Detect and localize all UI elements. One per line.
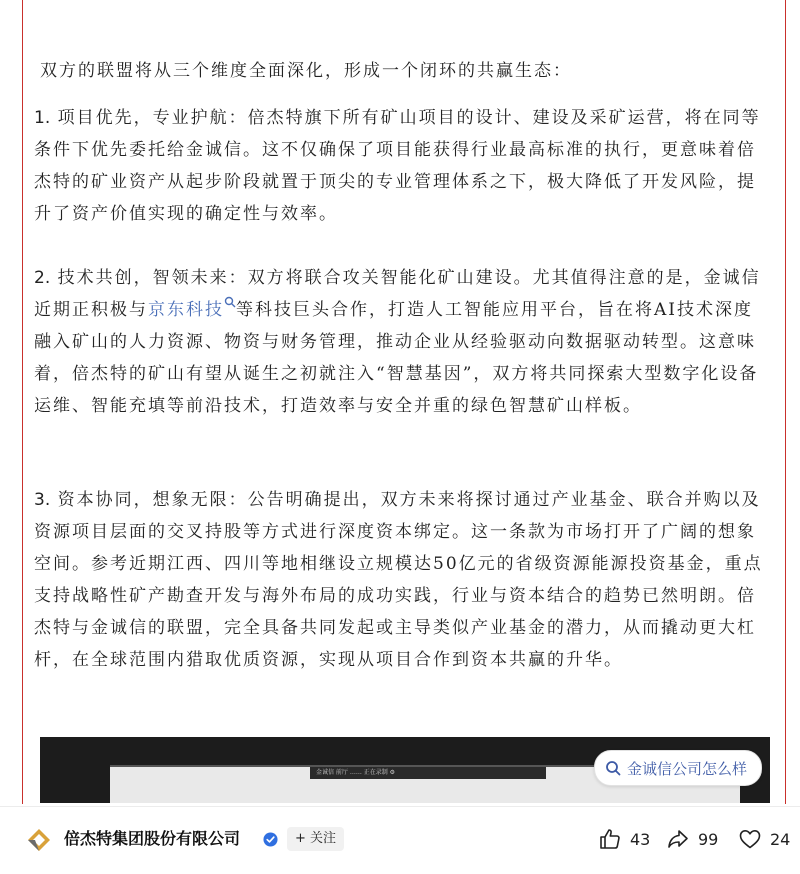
like-count: 43 — [630, 829, 651, 849]
verified-badge-icon — [263, 832, 278, 847]
list-item-2 — [34, 262, 770, 422]
share-button[interactable] — [666, 825, 718, 853]
search-icon[interactable] — [224, 296, 236, 308]
follow-button[interactable]: + 关注 — [287, 827, 344, 851]
list-number: 3. — [34, 490, 51, 510]
list-item-3 — [34, 484, 770, 676]
thumbs-up-icon — [598, 827, 622, 851]
related-search-chip[interactable] — [594, 750, 762, 786]
search-icon — [605, 760, 621, 776]
heart-icon — [738, 827, 762, 851]
company-logo-icon[interactable] — [26, 827, 52, 853]
share-icon — [666, 827, 690, 851]
like-button[interactable] — [598, 825, 650, 853]
keyword-link[interactable]: 京东科技 — [148, 300, 224, 320]
list-number: 2. — [34, 268, 51, 288]
list-text: 技术共创，智领未来：双方将联合攻关智能化矿山建设。尤其值得注意的是，金诚信近期正积极与 — [34, 268, 761, 320]
favorite-button[interactable] — [738, 825, 790, 853]
favorite-count: 24 — [770, 829, 791, 849]
list-number: 1. — [34, 108, 51, 128]
image-screen-bar: 金诚信 前厅 …… 正在录制 ⚙ — [310, 767, 546, 779]
list-item-1 — [34, 102, 770, 230]
bottom-action-bar — [0, 806, 800, 874]
article-intro: 双方的联盟将从三个维度全面深化，形成一个闭环的共赢生态： — [40, 61, 572, 81]
list-text: 项目优先，专业护航：倍杰特旗下所有矿山项目的设计、建设及采矿运营，将在同等条件下优先委托给金诚信。这不仅确保了项目能获得行业最高标准的执行，更意味着倍杰特的矿业资产从起步阶段就置于顶尖的专业管理体系之下，极大降低了开发风险，提升了资产价值实现的确定性与效率。 — [34, 108, 761, 224]
list-text: 等科技巨头合作，打造人工智能应用平台，旨在将AI技术深度融入矿山的人力资源、物资与财务管理，推动企业从经验驱动向数据驱动转型。这意味着，倍杰特的矿山有望从诞生之初就注入“智慧基因”，双方将共同探索大型数字化设备运维、智能充填等前沿技术，打造效率与安全并重的绿色智慧矿山样板。 — [34, 300, 759, 416]
company-name[interactable]: 倍杰特集团股份有限公司 — [64, 829, 241, 848]
share-count: 99 — [698, 829, 719, 849]
related-search-label: 金诚信公司怎么样 — [627, 759, 748, 778]
list-text: 资本协同，想象无限：公告明确提出，双方未来将探讨通过产业基金、联合并购以及资源项目层面的交叉持股等方式进行深度资本绑定。这一条款为市场打开了广阔的想象空间。参考近期江西、四川等地相继设立规模达50亿元的省级资源能源投资基金，重点支持战略性矿产勘查开发与海外布局的成功实践，行业与资本结合的趋势已然明朗。倍杰特与金诚信的联盟，完全具备共同发起或主导类似产业基金的潜力，从而撬动更大杠杆，在全球范围内猎取优质资源，实现从项目合作到资本共赢的升华。 — [34, 490, 763, 670]
